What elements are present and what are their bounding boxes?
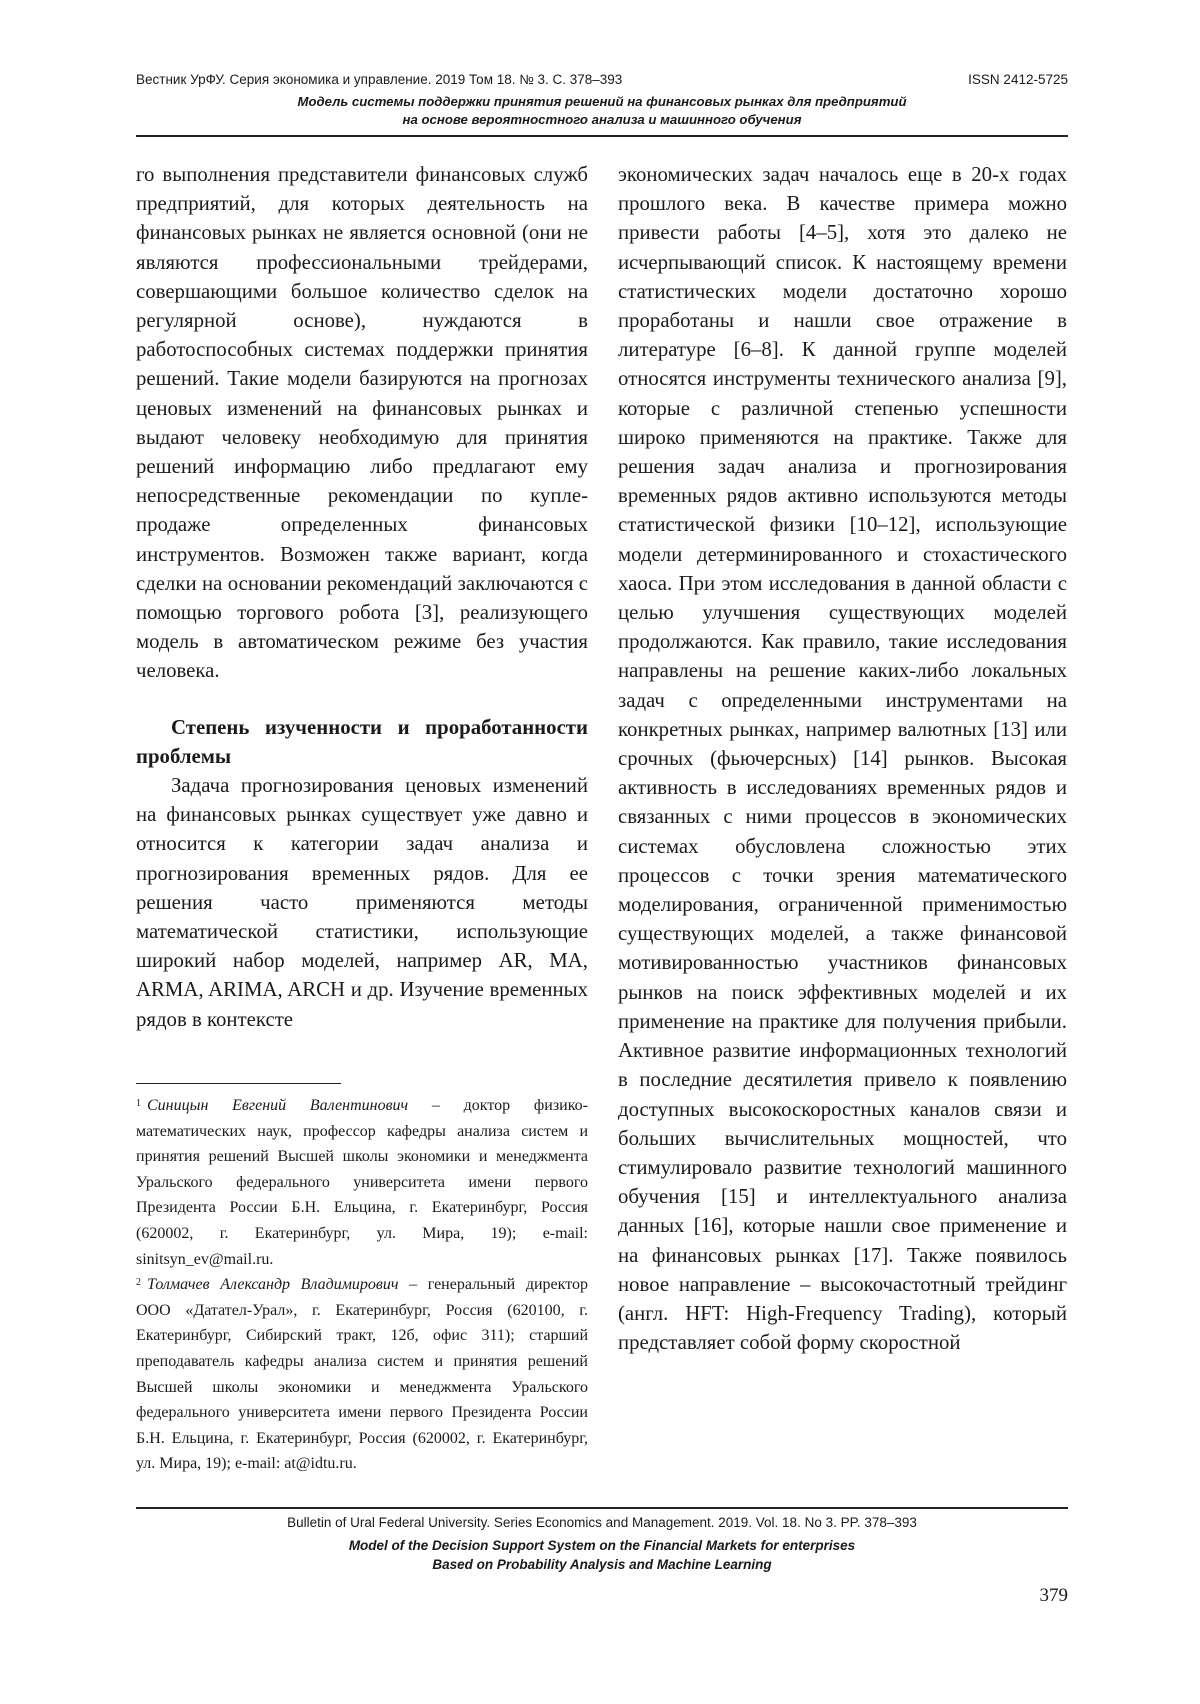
body-paragraph: экономических задач началось еще в 20-х годах прошлого века. В качестве примера можно привести работы [4–5], хотя это далеко не исчерпывающий список. К настоящему времени статистических модели достаточно хорошо проработаны и нашли свое отражение в литературе [6–8]. К данной группе моделей относятся инструменты технического анализа [9], которые с различной степенью успешности широко применяются на практике. Также для решения задач анализа и прогнозирования временных рядов активно используются методы статистической физики [10–12], использующие модели детерминированного и стохастического хаоса. При этом исследования в данной области с целью улучшения существующих моделей продолжаются. Как правило, такие исследования направлены на решение каких-либо локальных задач с определенными инструментами на конкретных рынках, например валютных [13] или срочных (фьючерсных) [14] рынков. Высокая активность в исследованиях временных рядов и связанных с ними процессов в экономических системах обусловлена сложностью этих процессов с точки зрения математического моделирования, ограниченной применимостью существующих моделей, а также финансовой мотивированностью участников финансовых рынков на поиск эффективных моделей и их применение на практике для получения прибыли. Активное развитие информационных технологий в последние десятилетия привело к появлению доступных высокоскоростных каналов связи и больших вычислительных мощностей, что стимулировало развитие технологий машинного обучения [15] и интеллектуального анализа данных [16], которые нашли свое применение и на финансовых рынках [17]. Также появилось новое направление – высокочастотный трейдинг (англ. HFT: High-Frequency Trading), который представляет собой форму скоростной — [618, 163, 1067, 1355]
author-name: Синицын Евгений Валентинович — [147, 1097, 409, 1114]
footnote — [136, 1272, 588, 1477]
footnote — [136, 1093, 588, 1272]
running-title — [136, 93, 1068, 129]
footnote-text: – генеральный директор ООО «Датател-Урал», г. Екатеринбург, Россия (620100, г. Екатеринбург, Сибирский тракт, 12б, офис 311); старший преподаватель кафедры анализа систем и принятия решений Высшей школы экономики и менеджмента Уральского федерального университета имени первого Президента России Б.Н. Ельцина, г. Екатеринбург, Россия (620002, г. Екатеринбург, ул. Мира, 19); e-mail: at@idtu.ru. — [136, 1276, 588, 1473]
left-column — [136, 160, 588, 1034]
running-title-line-2: на основе вероятностного анализа и машинного обучения — [402, 112, 802, 127]
footer-title — [136, 1536, 1068, 1574]
running-header — [136, 71, 1068, 88]
page-number: 379 — [1039, 1585, 1068, 1606]
body-paragraph: Задача прогнозирования ценовых изменений на финансовых рынках существует уже давно и относится к категории задач анализа и прогнозирования временных рядов. Для ее решения часто применяются методы математической статистики, использующие широкий набор моделей, например AR, MA, ARMA, ARIMA, ARCH и др. Изучение временных рядов в контексте — [136, 774, 588, 1031]
footer-title-line-1: Model of the Decision Support System on the Financial Markets for enterprises — [348, 1538, 856, 1553]
issn: ISSN 2412-5725 — [968, 72, 1068, 87]
footer-rule — [136, 1507, 1068, 1509]
footnote-text: – доктор физико-математических наук, профессор кафедры анализа систем и принятия решений Высшей школы экономики и менеджмента Уральского федерального университета имени первого Президента России Б.Н. Ельцина, г. Екатеринбург, Россия (620002, г. Екатеринбург, ул. Мира, 19); e-mail: sinitsyn_ev@mail.ru. — [136, 1097, 589, 1268]
footer-journal-line: Bulletin of Ural Federal University. Series Economics and Management. 2019. Vol. 18. No 3. PP. 378–393 — [287, 1515, 917, 1530]
footnote-mark: 1 — [136, 1098, 141, 1109]
body-paragraph: го выполнения представители финансовых служб предприятий, для которых деятельность на финансовых рынках не является основной (они не являются профессиональными трейдерами, совершающими большое количество сделок на регулярной основе), нуждаются в работоспособных системах поддержки принятия решений. Такие модели базируются на прогнозах ценовых изменений на финансовых рынках и выдают человеку необходимую для принятия решений информацию либо предлагают ему непосредственные рекомендации по купле-продаже определенных финансовых инструментов. Возможен также вариант, когда сделки на основании рекомендаций заключаются с помощью торгового робота [3], реализующего модель в автоматическом режиме без участия человека. — [136, 163, 588, 683]
running-title-line-1: Модель системы поддержки принятия решений на финансовых рынках для предприятий — [297, 94, 907, 109]
header-rule — [136, 135, 1068, 137]
journal-line: Вестник УрФУ. Серия экономика и управление. 2019 Том 18. № 3. С. 378–393 — [136, 72, 623, 87]
footnotes — [136, 1093, 588, 1477]
section-heading: Степень изученности и проработанности проблемы — [136, 715, 588, 768]
footer-title-line-2: Based on Probability Analysis and Machine Learning — [432, 1557, 772, 1572]
footnote-mark: 2 — [136, 1277, 141, 1289]
footnote-rule — [136, 1083, 341, 1084]
author-name: Толмачев Александр Владимирович — [147, 1276, 399, 1294]
right-column — [618, 160, 1067, 1357]
